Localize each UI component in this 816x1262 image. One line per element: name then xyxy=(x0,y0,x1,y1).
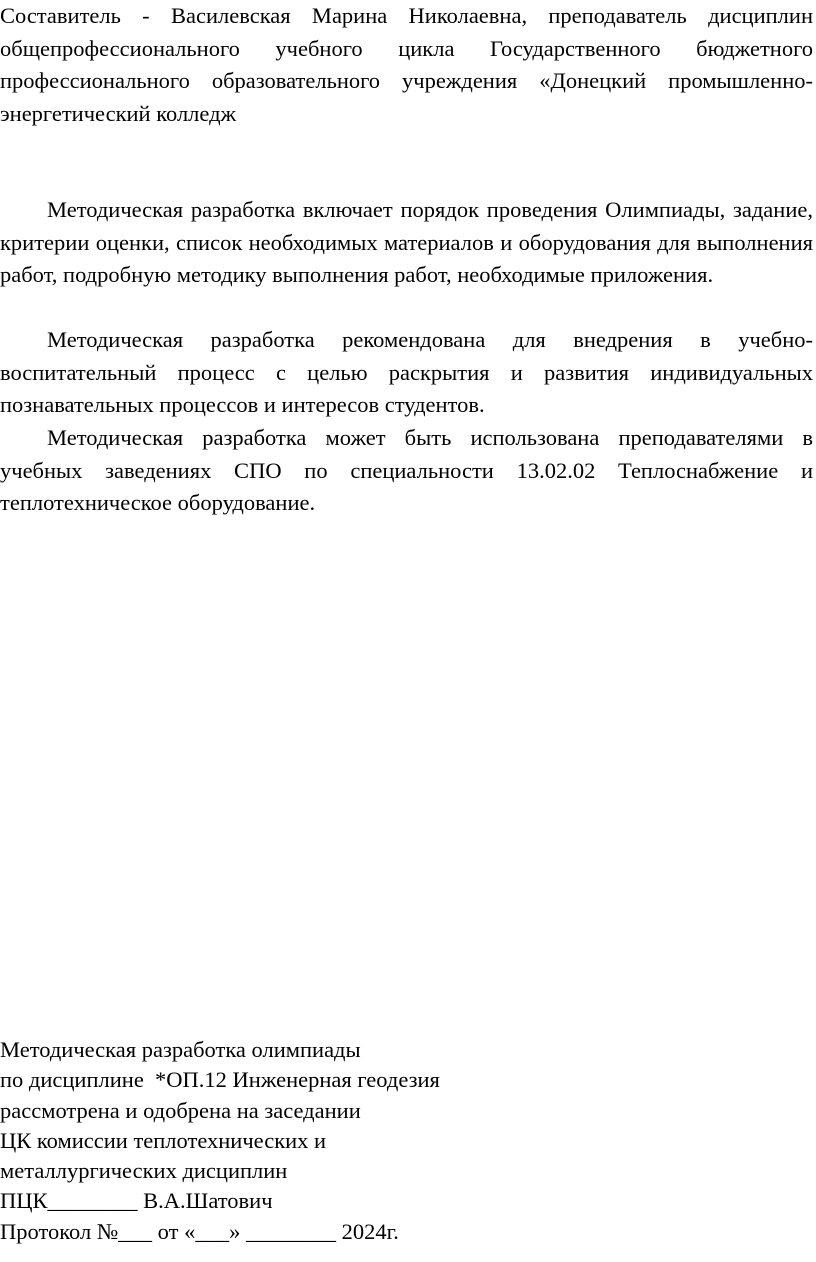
approval-line-discipline: по дисциплине *ОП.12 Инженерная геодезия xyxy=(0,1067,440,1093)
description-paragraph: Методическая разработка включает порядок проведения Олимпиады, задание, критерии оценки, список необходимых материалов и оборудования для выполнения работ, подробную методику выполнения работ, необходимые приложения. xyxy=(0,197,813,287)
approval-line-disciplines: металлургических дисциплин xyxy=(0,1158,288,1184)
compiler-info: Составитель - Василевская Марина Николаевна, преподаватель дисциплин общепрофессионального учебного цикла Государственного бюджетного профессионального образовательного учреждения «Донецкий промышленно-энергетический колледж xyxy=(0,3,813,126)
approval-line-approved: рассмотрена и одобрена на заседании xyxy=(0,1097,361,1123)
approval-line-protocol: Протокол №___ от «___» ________ 2024г. xyxy=(0,1218,399,1244)
approval-line-commission: ЦК комиссии теплотехнических и xyxy=(0,1127,327,1153)
approval-line-title: Методическая разработка олимпиады xyxy=(0,1037,361,1062)
approval-line-signature: ПЦК________ В.А.Шатович xyxy=(0,1188,273,1214)
recommendation-paragraph: Методическая разработка рекомендована для внедрения в учебно-воспитательный процесс с целью раскрытия и развития индивидуальных познавательных процессов и интересов студентов. xyxy=(0,327,813,417)
approval-block xyxy=(0,1035,440,1247)
usage-paragraph: Методическая разработка может быть использована преподавателями в учебных заведениях СПО по специальности 13.02.02 Теплоснабжение и теплотехническое оборудование. xyxy=(0,425,813,515)
